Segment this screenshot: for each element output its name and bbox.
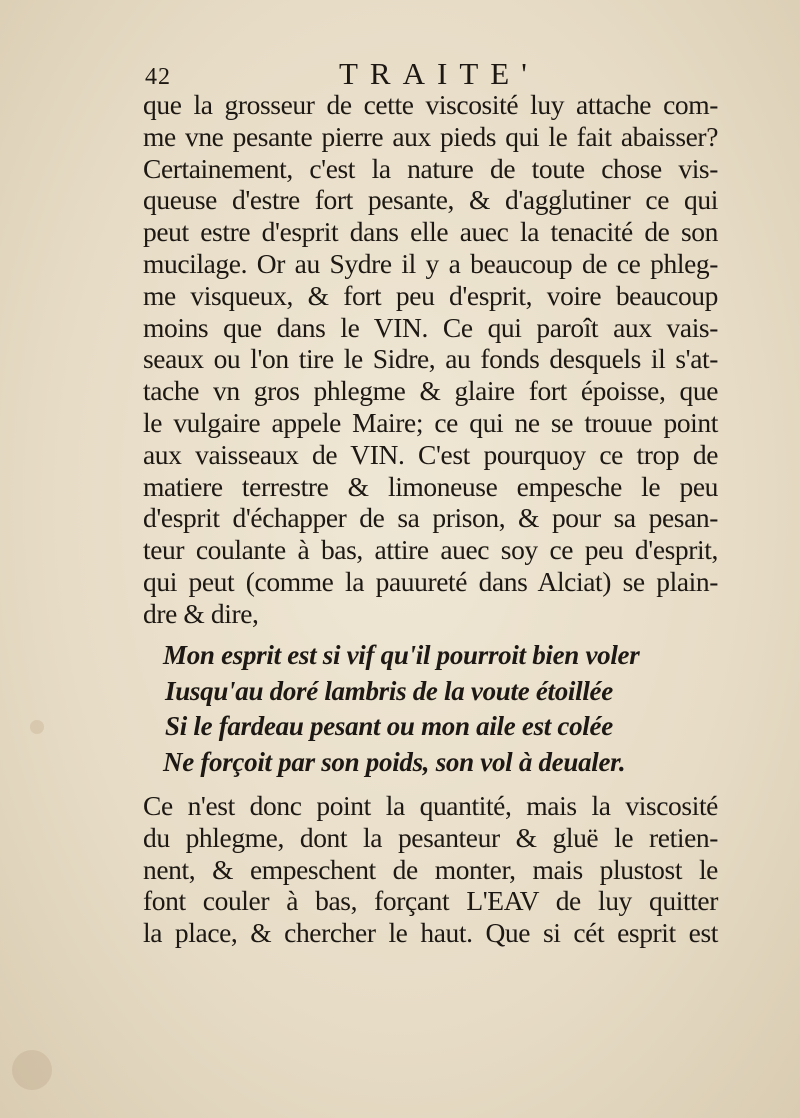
running-title: TRAITE'	[339, 56, 539, 91]
text-line: qui peut (comme la pauureté dans Alciat) se plain-	[143, 565, 718, 597]
text-line: Certainement, c'est la nature de toute chose vis-	[143, 152, 718, 184]
page-number: 42	[145, 64, 171, 90]
paragraph-2	[143, 790, 718, 949]
text-line: d'esprit d'échapper de sa prison, & pour sa pesan-	[143, 502, 718, 534]
text-line: me vne pesante pierre aux pieds qui le fait abaisser?	[143, 120, 718, 152]
text-line: tache vn gros phlegme & glaire fort époisse, que	[143, 375, 718, 407]
verse-line: Mon esprit est si vif qu'il pourroit bien voler	[163, 640, 640, 670]
text-line: teur coulante à bas, attire auec soy ce peu d'esprit,	[143, 534, 718, 566]
text-line: peut estre d'esprit dans elle auec la tenacité de son	[143, 216, 718, 248]
text-line: queuse d'estre fort pesante, & d'agglutiner ce qui	[143, 184, 718, 216]
text-line: que la grosseur de cette viscosité luy attache com-	[143, 89, 718, 120]
text-line: mucilage. Or au Sydre il y a beaucoup de ce phleg-	[143, 247, 718, 279]
verse-line: Iusqu'au doré lambris de la voute étoillée	[165, 675, 613, 706]
paragraph-1	[143, 89, 718, 630]
text-line: nent, & empeschent de monter, mais plustost le	[143, 853, 718, 885]
text-line: font couler à bas, forçant L'EAV de luy quitter	[143, 885, 718, 917]
text-line: dre & dire,	[143, 597, 259, 629]
text-line: la place, & chercher le haut. Que si cét esprit est	[143, 917, 718, 949]
text-line: moins que dans le VIN. Ce qui paroît aux vais-	[143, 311, 718, 343]
text-line: Ce n'est donc point la quantité, mais la viscosité	[143, 790, 718, 821]
text-line: aux vaisseaux de VIN. C'est pourquoy ce trop de	[143, 438, 718, 470]
verse-quotation	[163, 638, 723, 780]
text-line: seaux ou l'on tire le Sidre, au fonds desquels il s'at-	[143, 343, 718, 375]
text-line: du phlegme, dont la pesanteur & gluë le retien-	[143, 821, 718, 853]
paper-stain	[12, 1050, 52, 1090]
text-line: me visqueux, & fort peu d'esprit, voire beaucoup	[143, 279, 718, 311]
verse-line: Ne forçoit par son poids, son vol à deualer.	[163, 746, 626, 777]
paper-stain	[30, 720, 44, 734]
text-line: le vulgaire appele Maire; ce qui ne se trouue point	[143, 406, 718, 438]
verse-line: Si le fardeau pesant ou mon aile est colée	[165, 711, 613, 742]
text-line: matiere terrestre & limoneuse empesche le peu	[143, 470, 718, 502]
